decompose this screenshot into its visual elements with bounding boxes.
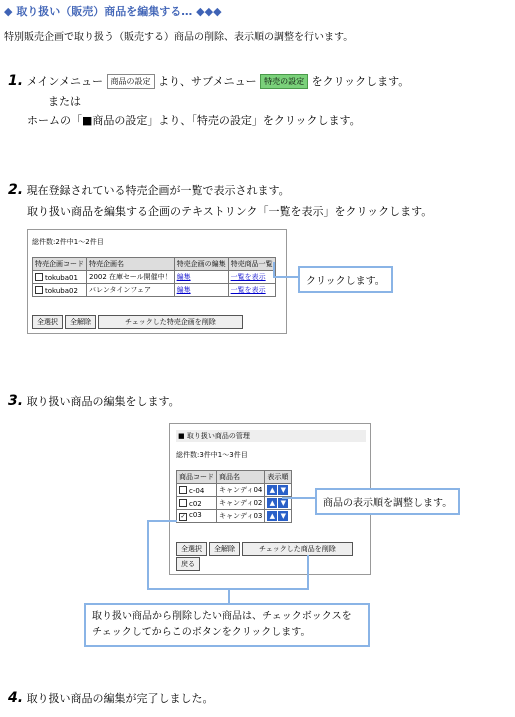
callout-line — [273, 262, 275, 278]
product-code: c-04 — [189, 486, 205, 495]
step-number: 2. — [8, 182, 24, 198]
row-checkbox — [35, 273, 43, 281]
delete-products-button: チェックした商品を削除 — [242, 542, 353, 556]
back-row — [176, 557, 202, 571]
sale-table — [32, 257, 276, 297]
delete-sales-button: チェックした特売企画を削除 — [98, 315, 243, 329]
callout-line — [147, 520, 149, 590]
col-header: 特売企画の編集 — [174, 258, 228, 271]
step-text: メインメニュー — [26, 75, 104, 88]
or-text: または — [48, 95, 81, 108]
sale-list-screenshot — [27, 229, 287, 334]
table-row — [33, 284, 276, 297]
diamond-icon: ◆◆◆ — [196, 5, 222, 18]
deselect-all-button: 全解除 — [209, 542, 240, 556]
callout-line — [228, 588, 230, 604]
product-name: キャンディ03 — [217, 510, 265, 523]
record-count: 総件数:3件中1〜3件目 — [176, 451, 248, 459]
step-4 — [8, 690, 214, 706]
deselect-all-button: 全解除 — [65, 315, 96, 329]
sale-code: tokuba02 — [45, 286, 78, 295]
callout-line — [273, 276, 299, 278]
col-header: 特売企画名 — [87, 258, 175, 271]
table-row — [33, 271, 276, 284]
row-checkbox — [179, 486, 187, 494]
order-callout: 商品の表示順を調整します。 — [315, 488, 460, 515]
diamond-icon: ◆ — [4, 5, 13, 18]
product-name: キャンディ04 — [217, 484, 265, 497]
col-header: 商品名 — [217, 471, 265, 484]
callout-line — [307, 555, 309, 590]
row-checkbox — [35, 286, 43, 294]
product-name: キャンディ02 — [217, 497, 265, 510]
step-number: 4. — [8, 690, 24, 706]
alt-text: ホームの「■商品の設定」より、「特売の設定」をクリックします。 — [27, 114, 361, 127]
page-title — [4, 3, 222, 19]
arrow-up-icon: ▲ — [267, 511, 277, 521]
step-text: 取り扱い商品の編集をします。 — [26, 395, 180, 408]
step-3 — [8, 393, 180, 409]
product-code: c03 — [189, 511, 202, 519]
step-text: 取り扱い商品の編集が完了しました。 — [26, 692, 214, 705]
arrow-down-icon: ▼ — [278, 498, 288, 508]
arrow-down-icon: ▼ — [278, 485, 288, 495]
sale-name: 2002 在庫セール開催中！ — [87, 271, 175, 284]
click-callout: クリックします。 — [298, 266, 393, 293]
product-settings-button: 商品の設定 — [107, 74, 155, 89]
edit-link: 編集 — [174, 284, 228, 297]
arrow-up-icon: ▲ — [267, 498, 277, 508]
delete-callout: 取り扱い商品から削除したい商品は、チェックボックスを チェックしてからこのボタンをクリックします。 — [84, 603, 370, 647]
arrow-down-icon: ▼ — [278, 511, 288, 521]
row-checkbox — [179, 499, 187, 507]
callout-line — [282, 497, 316, 499]
step-text: 取り扱い商品を編集する企画のテキストリンク「一覧を表示」をクリックします。 — [27, 205, 433, 218]
callout-line — [147, 520, 177, 522]
col-header: 商品コード — [177, 471, 217, 484]
step-text: をクリックします。 — [311, 75, 410, 88]
checked-checkbox: ✓ — [180, 513, 186, 520]
step-text: より、サブメニュー — [158, 75, 257, 88]
col-header: 特売商品一覧 — [228, 258, 275, 271]
sale-settings-button: 特売の設定 — [260, 74, 308, 89]
col-header: 特売企画コード — [33, 258, 87, 271]
sale-code: tokuba01 — [45, 273, 78, 282]
product-table — [176, 470, 292, 523]
table-row — [177, 510, 292, 523]
step-number: 1. — [8, 73, 24, 89]
arrow-up-icon: ▲ — [267, 485, 277, 495]
record-count: 総件数:2件中1〜2件目 — [32, 238, 104, 246]
edit-link: 編集 — [174, 271, 228, 284]
step-number: 3. — [8, 393, 24, 409]
table-row — [177, 497, 292, 510]
panel-heading: ■ 取り扱い商品の管理 — [176, 430, 366, 442]
button-row — [32, 315, 245, 329]
step-text: 現在登録されている特売企画が一覧で表示されます。 — [26, 184, 290, 197]
table-row — [177, 484, 292, 497]
sale-name: バレンタインフェア — [87, 284, 175, 297]
select-all-button: 全選択 — [176, 542, 207, 556]
page-title-text: 取り扱い（販売）商品を編集する… — [16, 5, 193, 18]
col-header: 表示順 — [265, 471, 292, 484]
product-code: c02 — [189, 499, 202, 508]
step-1 — [8, 73, 409, 89]
button-row — [176, 542, 355, 556]
select-all-button: 全選択 — [32, 315, 63, 329]
intro-text: 特別販売企画で取り扱う（販売する）商品の削除、表示順の調整を行います。 — [4, 32, 354, 43]
view-list-link: 一覧を表示 — [228, 271, 275, 284]
step-2 — [8, 182, 290, 198]
back-button: 戻る — [176, 557, 200, 571]
view-list-link: 一覧を表示 — [228, 284, 275, 297]
